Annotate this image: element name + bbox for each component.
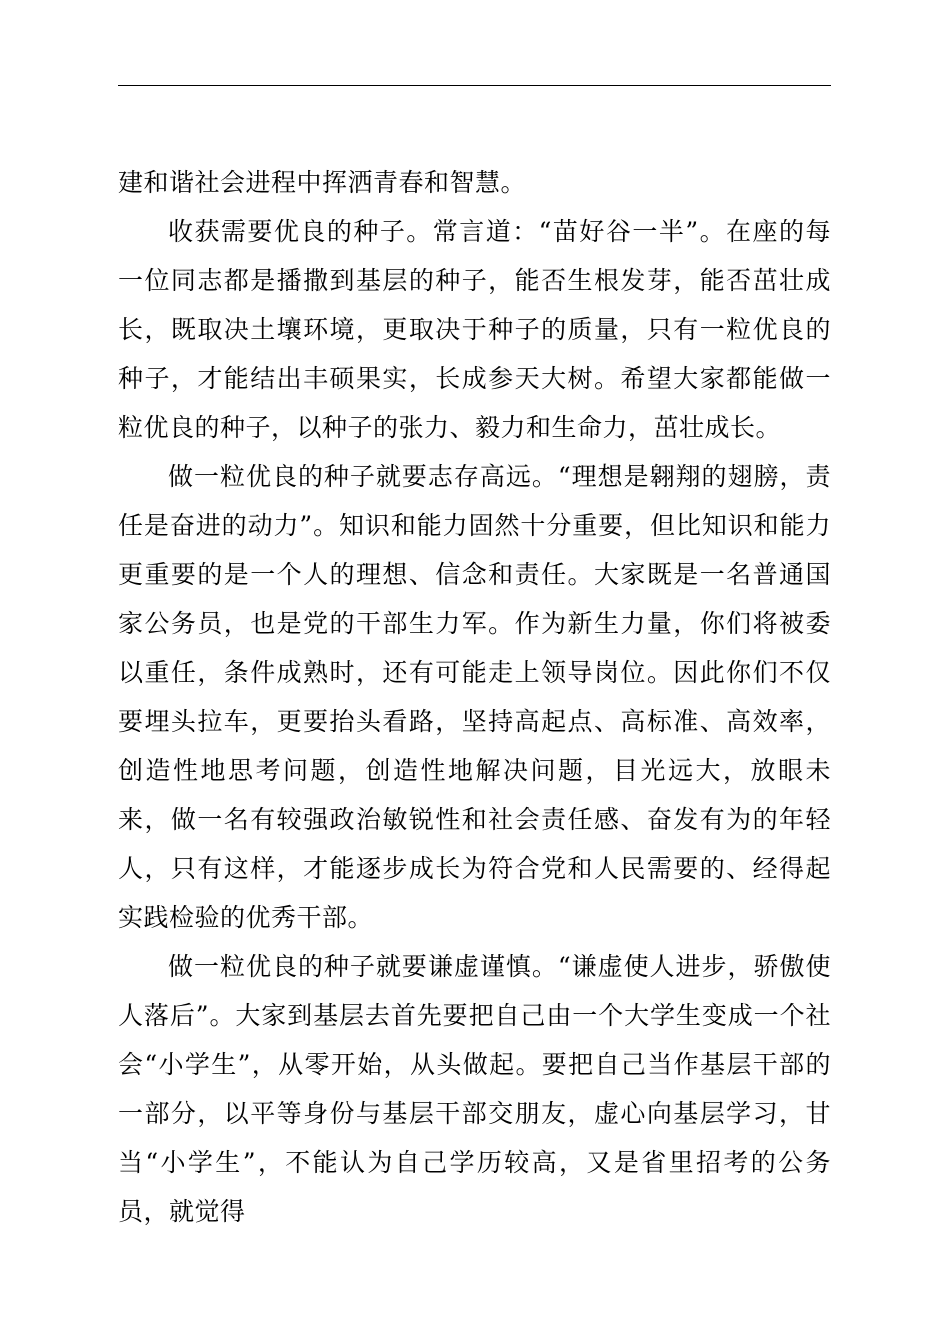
paragraph-continuation: 建和谐社会进程中挥洒青春和智慧。 — [118, 168, 527, 197]
header-rule — [118, 85, 831, 86]
paragraph-seed-harvest: 收获需要优良的种子。常言道：“苗好谷一半”。在座的每一位同志都是播撒到基层的种子，能否生根发芽，能否茁壮成长，既取决土壤环境，更取决于种子的质量，只有一粒优良的种子，才能结出丰硕果实，长成参天大树。希望大家都能做一粒优良的种子，以种子的张力、毅力和生命力，茁壮成长。 — [118, 217, 831, 442]
document-body — [118, 158, 831, 1236]
paragraph-high-aspirations: 做一粒优良的种子就要志存高远。“理想是翱翔的翅膀，责任是奋进的动力”。知识和能力固然十分重要，但比知识和能力更重要的是一个人的理想、信念和责任。大家既是一名普通国家公务员，也是党的干部生力军。作为新生力量，你们将被委以重任，条件成熟时，还有可能走上领导岗位。因此你们不仅要埋头拉车，更要抬头看路，坚持高起点、高标准、高效率，创造性地思考问题，创造性地解决问题，目光远大，放眼未来，做一名有较强政治敏锐性和社会责任感、奋发有为的年轻人，只有这样，才能逐步成长为符合党和人民需要的、经得起实践检验的优秀干部。 — [118, 462, 831, 932]
paragraph-modesty: 做一粒优良的种子就要谦虚谨慎。“谦虚使人进步，骄傲使人落后”。大家到基层去首先要把自己由一个大学生变成一个社会“小学生”，从零开始，从头做起。要把自己当作基层干部的一部分，以平等身份与基层干部交朋友，虚心向基层学习，甘当“小学生”，不能认为自己学历较高，又是省里招考的公务员，就觉得 — [118, 952, 831, 1226]
